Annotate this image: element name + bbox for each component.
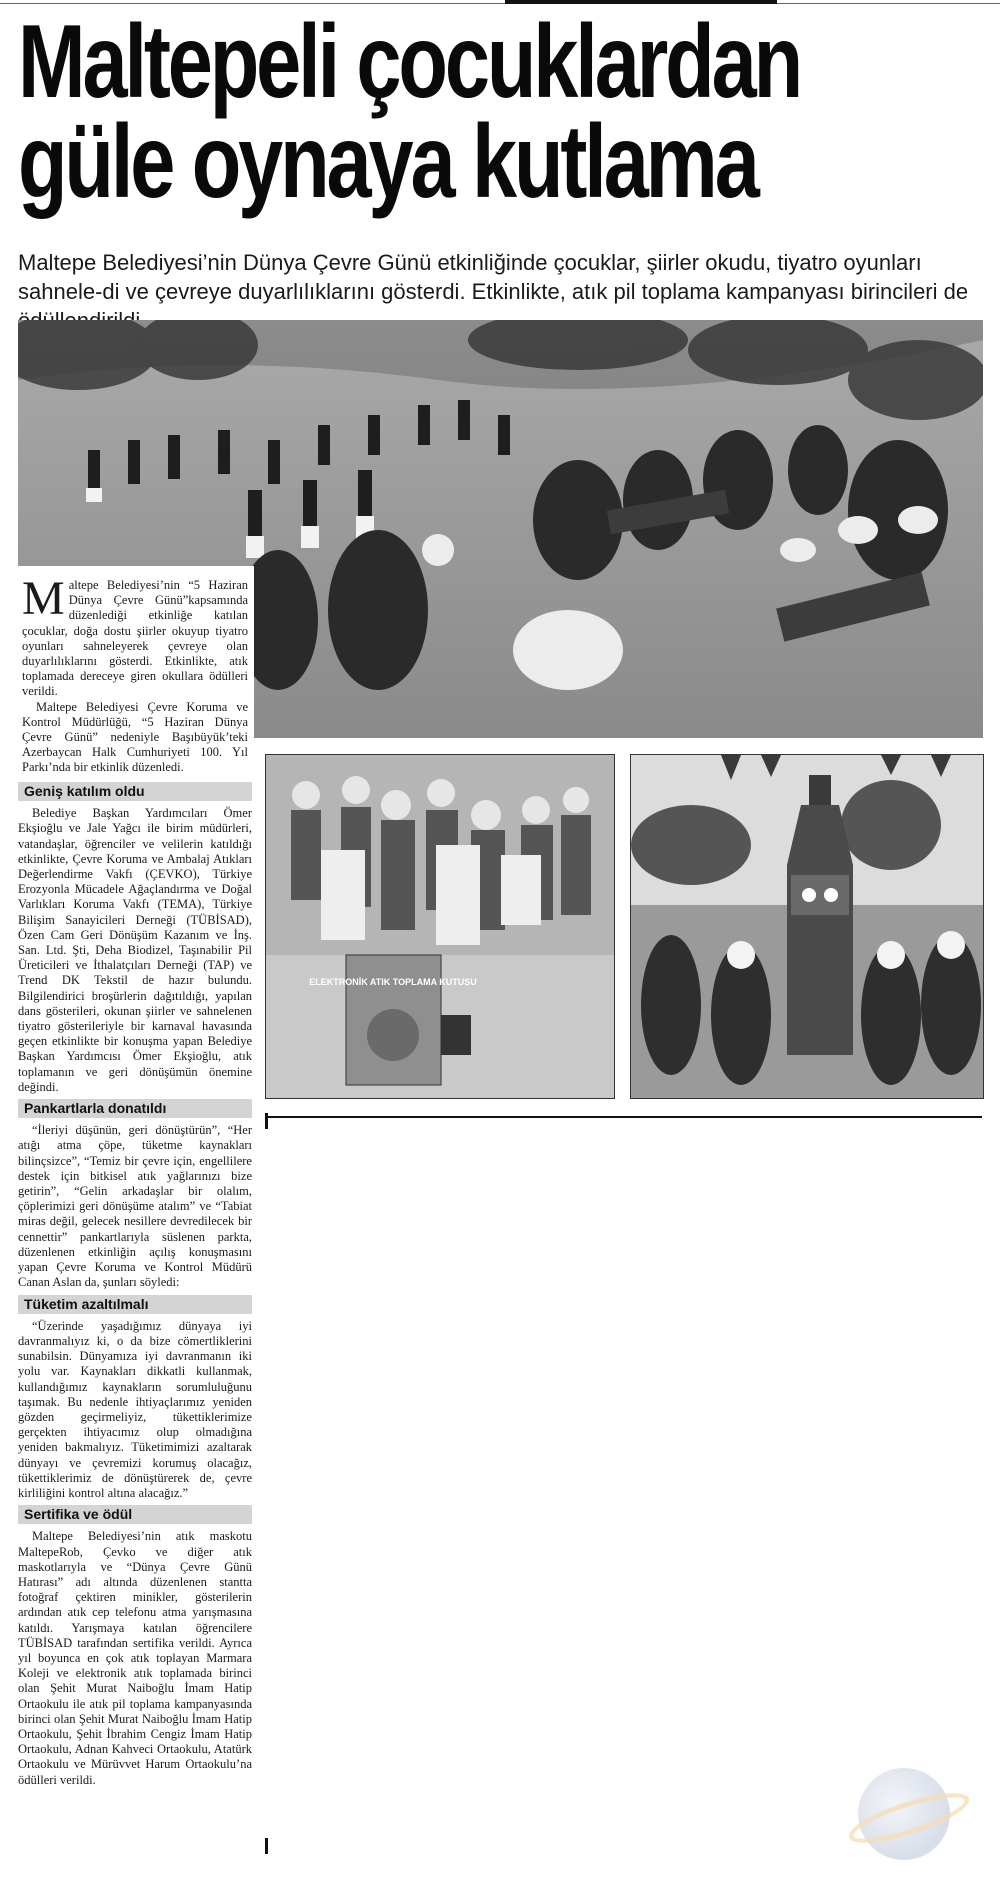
kids-photo-image [266,755,614,1098]
section-heading-3: Tüketim azaltılmalı [18,1295,252,1314]
bin-label: ELEKTRONİK ATIK TOPLAMA KUTUSU [309,977,477,987]
subheadline: Maltepe Belediyesi’nin Dünya Çevre Günü etkinliğinde çocuklar, şiirler okudu, tiyatro oyunları sahnele-di ve çevreye duyarlılıklarını gösterdi. Etkinlikte, atık pil toplama kampanyası birincileri de [18,250,969,304]
headline-line-2: güle oynaya kutlama [18,104,757,220]
article-paragraph-4: “Üzerinde yaşadığımız dünyaya iyi davranmalıyız ki, o da bize cömertliklerini sunabilsin. Dünyamıza iyi davranmanın iki yolu var. Kaynakları dikkatli kullanmak, kullandığımız kaynakların sorumluluğunu taşımak. Bu nedenle ihtiyaçlarımız yeniden gözden geçirmeliyiz, tükettiklerimize gerçekten ihtiyacımız olup olmadığına yeniden bakmalıyız. Tüketimimizi azaltarak dünyayı ve çevremizi korumuş olacağız, tükettiklerimiz de dönüştürerek de, çevre kirliliğini kontrol altına alacağız.” [18,1318,252,1500]
article-paragraph-3: “İleriyi düşünün, geri dönüştürün”, “Her atığı atma çöpe, tüketme kaynakları bilinçsizce”, “Temiz bir çevre için, engellilere destek için bitkisel atık yağlarınızı bize getirin”, “Gelin arkadaşlar bir olalım, çöplerimizi geri dönüşüme atalım” ve “Tabiat miras değil, gelecek nesillere devredilecek bir cennettir” pankartlarıyla süslenen parkta, düzenlenen etkinliğin açılış konuşmasını yapan Çevre Koruma ve Kontrol Müdürü Canan Aslan da, şunları söyledi: [18,1123,252,1290]
article-paragraph-1: Maltepe Belediyesi Çevre Koruma ve Kontrol Müdürlüğü, “5 Haziran Dünya Çevre Günü” nedeniyle Başıbüyük’teki Azerbaycan Halk Cumhuriyeti 100. Yıl Parkı’nda bir etkinlik düzenledi. [22,699,248,775]
globe-watermark-logo [858,1768,950,1860]
article-intro: altepe Belediyesi’nin “5 Haziran Dünya Çevre Günü”kapsamında düzenlediği etkinliğe katılan çocuklar, doğa dostu şiirler okuyup tiyatro oyunları sahneleyerek çevreye olan duyarlılıklarını gösterdi. Etkinlikte, atık toplamada dereceye giren okullara ödülleri verildi. [22,578,248,699]
photo-bottle-mascot [630,754,984,1099]
headline-line-1: Maltepeli çocuklardan [18,4,801,120]
rule-tick-bottom [265,1838,268,1854]
section-heading-2: Pankartlarla donatıldı [18,1099,252,1118]
article-paragraph-2: Belediye Başkan Yardımcıları Ömer Ekşioğlu ve Jale Yağcı ile birim müdürleri, vatandaşlar, öğrenciler ve velilerin katıldığı etkinlikte, Çevre Koruma ve Ambalaj Atıkları Değerlendirme Vakfı (ÇEVKO), Türkiye Erozyonla Mücadele Ağaçlandırma ve Doğal Varlıkları Koruma Vakfı (TEMA), Türkiye Bilişim Sanayicileri Derneği (TÜBİSAD), Özen Cam Geri Dönüşüm Kazanım ve İnş. San. Ltd. Şti, Deha Biodizel, Taşınabilir Pil Üreticileri ve İthalatçıları Derneği (TAP) ve Trend DK Tekstil de hazır bulundu. Bilgilendirici broşürlerin dağıtıldığı, yapılan dans gösterileri, okunan şiirler ve sahnelenen tiyatro gösterileriyle bir karnaval havasında geçen etkinlikte bir konuşma yapan Belediye Başkan Yardımcısı Ömer Ekşioğlu, atık toplamanın ve geri dönüşümün önemine değindi. [18,806,252,1094]
section-heading-1: Geniş katılım oldu [18,782,252,801]
intro-text-box [18,566,254,775]
headline [18,4,801,220]
drop-cap: M [22,572,65,625]
article-paragraph-5: Maltepe Belediyesi’nin atık maskotu MaltepeRob, Çevko ve diğer atık maskotlarıyla ve “Dünya Çevre Günü Hatırası” adı altında düzenlenen stantta fotoğraf çektiren minikler, gösterilerin ardından atık cep telefonu atma yarışmasına katıldı. Yarışmaya katılan öğrencilere TÜBİSAD tarafından sertifika verildi. Ayrıca yıl boyunca en çok atık toplayan Marmara Koleji ve elektronik atık toplamada birinci olan Şehit Murat Naiboğlu İmam Hatip Ortaokulu ile atık pil toplama kampanyasında birinci olan Şehit Murat Naiboğlu İmam Hatip Ortaokulu, Şehit İbrahim Cengiz İmam Hatip Ortaokulu, Adnan Kahveci Ortaokulu, Atatürk Ortaokulu ve Mürüvvet Harum Ortaokulu’na ödülleri verildi. [18,1529,252,1787]
section-rule [265,1116,982,1118]
rule-tick-top [265,1113,268,1129]
photo-kids-ewaste-bin [265,754,615,1099]
section-heading-4: Sertifika ve ödül [18,1505,252,1524]
article-body-column [18,778,252,1788]
mascot-photo-image [631,755,983,1098]
